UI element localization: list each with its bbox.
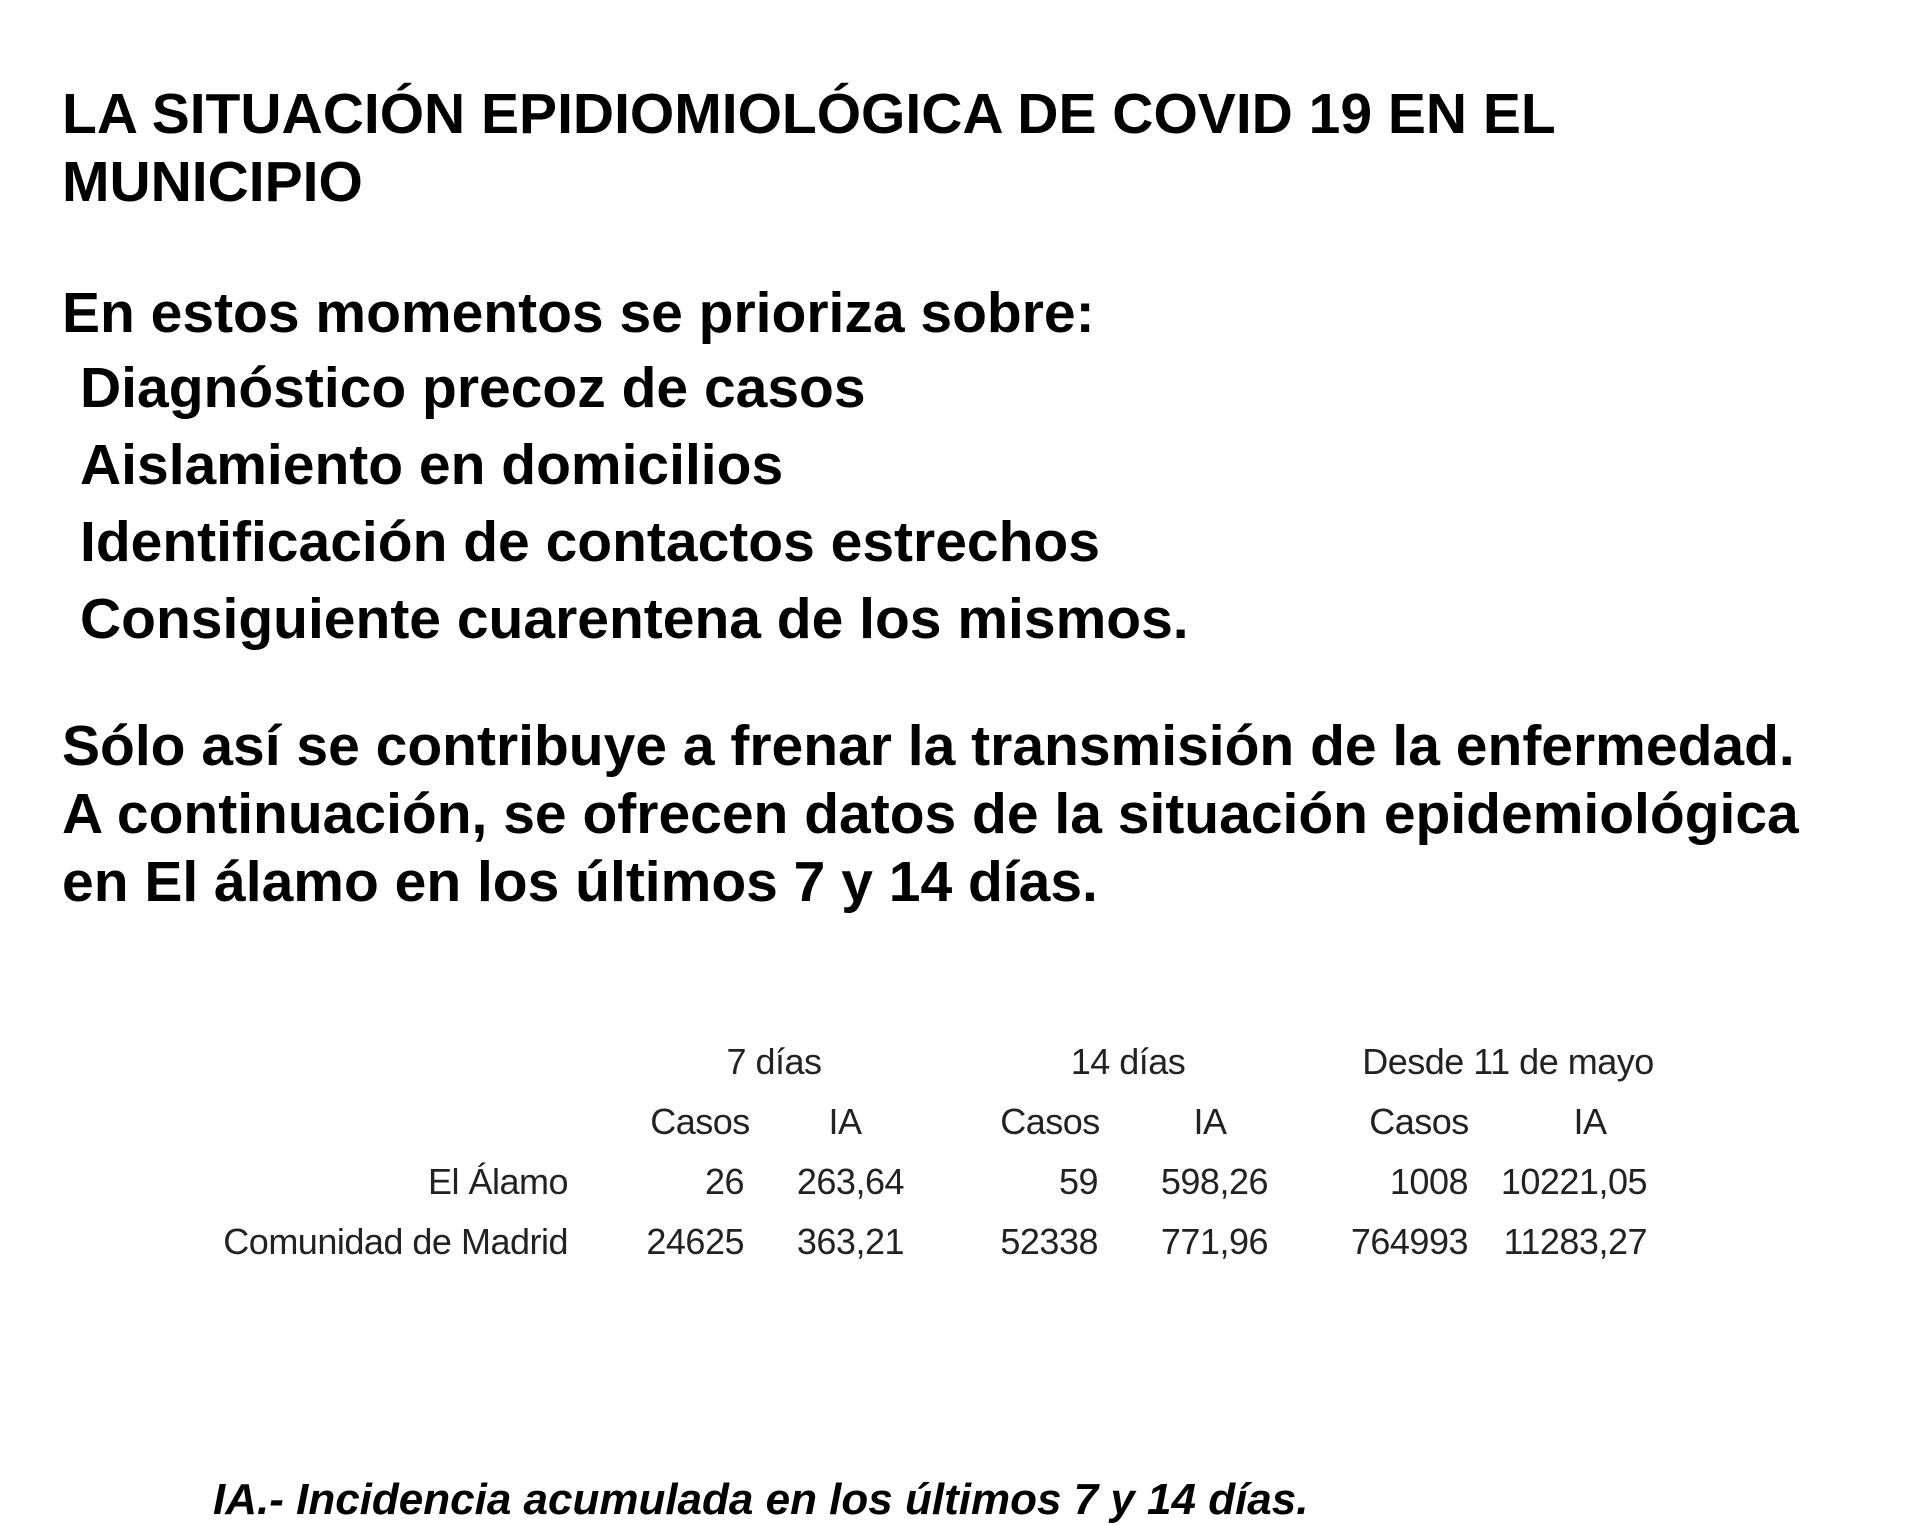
- table-cell: 1008: [1389, 1161, 1468, 1202]
- period-header-7-days: 7 días: [726, 1041, 822, 1082]
- column-header-cases: Casos: [1369, 1101, 1469, 1142]
- row-label: El Álamo: [427, 1161, 568, 1202]
- footnote: IA.- Incidencia acumulada en los últimos 7 y 14 días.: [213, 1475, 1309, 1524]
- period-header-14-days: 14 días: [1070, 1041, 1186, 1082]
- column-header-ia: IA: [1573, 1101, 1607, 1142]
- table-cell: 59: [1058, 1161, 1098, 1202]
- priority-item: Aislamiento en domicilios: [80, 433, 784, 497]
- table-cell: 363,21: [796, 1221, 904, 1262]
- table-cell: 764993: [1350, 1221, 1468, 1262]
- priority-list: [80, 350, 1189, 658]
- column-header-cases: Casos: [1000, 1101, 1100, 1142]
- column-header-cases: Casos: [650, 1101, 750, 1142]
- column-header-ia: IA: [1193, 1101, 1227, 1142]
- table-cell: 52338: [1000, 1221, 1098, 1262]
- closing-line: Sólo así se contribuye a frenar la transmisión de la enfermedad.: [62, 714, 1795, 778]
- table-cell: 24625: [646, 1221, 744, 1262]
- table-cell: 26: [704, 1161, 744, 1202]
- closing-line: A continuación, se ofrecen datos de la situación epidemiológica: [62, 782, 1799, 846]
- priority-item: Diagnóstico precoz de casos: [80, 356, 866, 420]
- page-title: LA SITUACIÓN EPIDIOMIOLÓGICA DE COVID 19 EN EL MUNICIPIO: [62, 82, 1555, 214]
- table-cell: 11283,27: [1503, 1221, 1647, 1262]
- table-cell: 598,26: [1160, 1161, 1268, 1202]
- table-cell: 263,64: [796, 1161, 904, 1202]
- priority-item: Consiguiente cuarentena de los mismos.: [80, 587, 1189, 651]
- table-cell: 771,96: [1160, 1221, 1268, 1262]
- table-cell: 10221,05: [1500, 1161, 1647, 1202]
- row-label: Comunidad de Madrid: [223, 1221, 568, 1262]
- priority-heading: En estos momentos se prioriza sobre:: [62, 281, 1095, 345]
- period-header-since-may: Desde 11 de mayo: [1362, 1041, 1654, 1082]
- closing-paragraph: [62, 712, 1882, 916]
- column-header-ia: IA: [828, 1101, 862, 1142]
- priority-item: Identificación de contactos estrechos: [80, 510, 1100, 574]
- closing-line: en El álamo en los últimos 7 y 14 días.: [62, 850, 1098, 914]
